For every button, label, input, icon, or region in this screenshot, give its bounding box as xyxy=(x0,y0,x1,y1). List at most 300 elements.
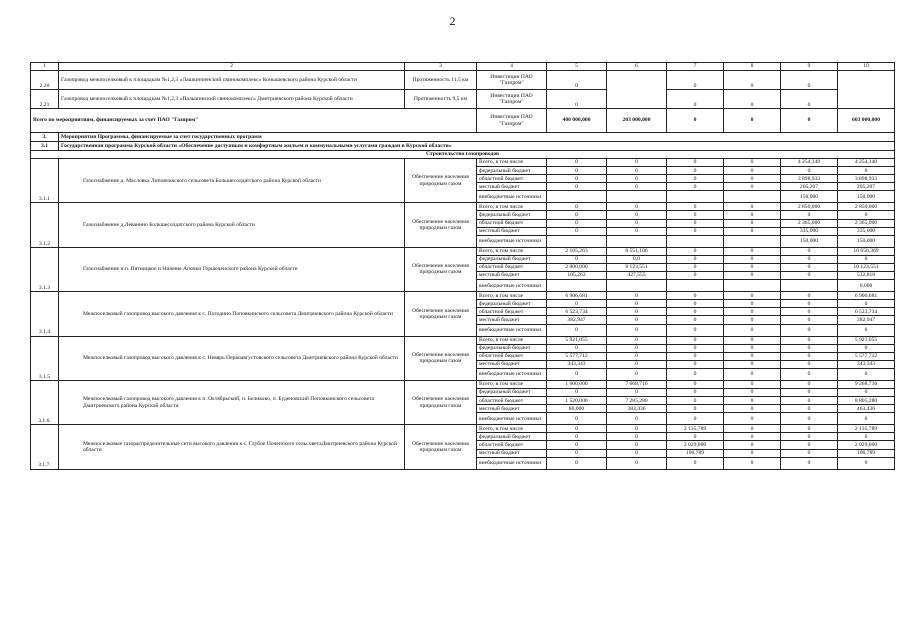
project-name: Межпоселковый газопровод высокого давления к п. Октябрьский, п. Беликово, п. Буденовский Поповкинского сельсовета Дмитриевского района Курской области xyxy=(59,380,405,424)
project-purpose: Обеспечение населения природным газом xyxy=(405,159,477,203)
value-col8: 0 xyxy=(724,263,781,271)
value-col8: 0 xyxy=(724,388,781,396)
funding-source: внебюджетные источники xyxy=(477,457,547,469)
value-col7: 0 xyxy=(667,433,724,441)
value-col7: 0 xyxy=(667,457,724,469)
value-col9: 335,000 xyxy=(781,227,838,235)
value-col8: 0 xyxy=(724,344,781,352)
value-col10: 0 xyxy=(838,388,895,396)
col-num-2: 2 xyxy=(59,63,405,71)
project-name: Газоснабжение н.п. Пятницкое и Нижние Апочки Горшеченского района Курской области xyxy=(59,247,405,291)
project-name: Газоснабжение д. Масловка Липовчикского сельсовета Большесолдатского района Курской области xyxy=(59,159,405,203)
project-number: 3.1.6. xyxy=(31,380,59,424)
project-number: 3.1.5 xyxy=(31,336,59,380)
total-col6: 203 000,000 xyxy=(607,109,667,133)
value-col9 xyxy=(781,280,838,292)
value-col10: 2 029,000 xyxy=(838,441,895,449)
funding-source: внебюджетные источники xyxy=(477,413,547,425)
value-col6: 0 xyxy=(607,344,667,352)
value-col5: 0 xyxy=(547,203,607,211)
value-col10: 343,343 xyxy=(838,360,895,368)
value-col8 xyxy=(724,280,781,292)
section-3-row xyxy=(31,133,895,142)
project-total-row xyxy=(31,159,895,167)
value-col6: 0 xyxy=(607,336,667,344)
value-col9: 0 xyxy=(781,71,838,90)
value-col7: 0 xyxy=(667,336,724,344)
funding-source: Всего, в том числе xyxy=(477,380,547,388)
value-col10: 2 135,789 xyxy=(838,425,895,433)
value-col6: 427,555 xyxy=(607,272,667,280)
value-col7: 0 xyxy=(667,360,724,368)
value-col10: 5 577,712 xyxy=(838,352,895,360)
value-col5: 0 xyxy=(547,449,607,457)
funding-source: местный бюджет xyxy=(477,272,547,280)
value-col6: 0 xyxy=(607,425,667,433)
value-col5: 0 xyxy=(547,433,607,441)
value-col10: 0 xyxy=(838,300,895,308)
value-col10: 0 xyxy=(838,433,895,441)
value-col9: 2 365,000 xyxy=(781,219,838,227)
value-col5: 0 xyxy=(547,227,607,235)
project-number: 3.1.3 xyxy=(31,247,59,291)
section-title: Государственная программа Курской области «Обеспечение доступным и комфортным жильем и коммунальными услугами граждан в Курской области» xyxy=(59,142,895,151)
value-col8 xyxy=(724,235,781,247)
value-col9: 0 xyxy=(781,360,838,368)
value-col7: 0 xyxy=(667,167,724,175)
funding-source: областной бюджет xyxy=(477,352,547,360)
value-col6: 0 xyxy=(607,175,667,183)
value-col9: 0 xyxy=(781,413,838,425)
value-col10: 5 921,055 xyxy=(838,336,895,344)
value-col9: 0 xyxy=(781,90,838,109)
value-col5: 0 xyxy=(547,388,607,396)
value-col7: 0 xyxy=(667,352,724,360)
value-col5: 382,947 xyxy=(547,316,607,324)
project-purpose: Обеспечение населения природным газом xyxy=(405,425,477,469)
value-col5: 0 xyxy=(547,368,607,380)
project-total-row xyxy=(31,247,895,255)
value-col10: 382,947 xyxy=(838,316,895,324)
value-col7: 0 xyxy=(667,368,724,380)
value-col7: 2 029,000 xyxy=(667,441,724,449)
funding-source: Всего, в том числе xyxy=(477,292,547,300)
funding-source: областной бюджет xyxy=(477,219,547,227)
value-col7: 0 xyxy=(667,203,724,211)
funding-source: Всего, в том числе xyxy=(477,203,547,211)
value-col5: 0 xyxy=(547,344,607,352)
value-col9: 0 xyxy=(781,405,838,413)
value-col6 xyxy=(607,191,667,203)
value-col5: 0 xyxy=(547,159,607,167)
value-col10: 0 xyxy=(838,344,895,352)
value-col10: 10 656,369 xyxy=(838,247,895,255)
value-col10: 0 xyxy=(838,211,895,219)
value-col5: 0 xyxy=(547,255,607,263)
value-col10: 2 850,000 xyxy=(838,203,895,211)
funding-source: внебюджетные источники xyxy=(477,324,547,336)
funding-source: местный бюджет xyxy=(477,227,547,235)
value-col6: 0 xyxy=(607,308,667,316)
value-col7: 0 xyxy=(667,324,724,336)
funding-source: федеральный бюджет xyxy=(477,255,547,263)
value-col8: 0 xyxy=(724,352,781,360)
col-num-7: 7 xyxy=(667,63,724,71)
value-col7: 0 xyxy=(667,219,724,227)
value-col8: 0 xyxy=(724,405,781,413)
value-col8: 0 xyxy=(724,413,781,425)
value-col7: 0 xyxy=(667,90,724,109)
value-col10: 6 906,681 xyxy=(838,292,895,300)
value-col7: 0 xyxy=(667,300,724,308)
value-col5: 105,263 xyxy=(547,272,607,280)
col-num-4: 4 xyxy=(477,63,547,71)
value-col7: 0 xyxy=(667,380,724,388)
value-col8: 0 xyxy=(724,457,781,469)
value-col5: 0 xyxy=(547,457,607,469)
value-col10: 8 805,280 xyxy=(838,397,895,405)
project-number: 3.1.1 xyxy=(31,159,59,203)
value-col7: 0 xyxy=(667,388,724,396)
value-col10: 0 xyxy=(838,457,895,469)
subheader: Строительство газопроводов xyxy=(31,151,895,159)
value-col5: 0 xyxy=(547,183,607,191)
value-col10: 4 254,140 xyxy=(838,159,895,167)
value-col9: 0 xyxy=(781,255,838,263)
value-col6: 383,436 xyxy=(607,405,667,413)
value-col7: 0 xyxy=(667,255,724,263)
value-col5 xyxy=(547,191,607,203)
value-col8: 0 xyxy=(724,380,781,388)
funding-source: внебюджетные источники xyxy=(477,368,547,380)
value-col9: 4 254,140 xyxy=(781,159,838,167)
value-col7 xyxy=(667,235,724,247)
value-col6: 7 668,716 xyxy=(607,380,667,388)
value-col9: 0 xyxy=(781,247,838,255)
value-col9: 0 xyxy=(781,397,838,405)
program-table xyxy=(30,62,895,470)
col-num-8: 8 xyxy=(724,63,781,71)
value-col6: 0 xyxy=(607,449,667,457)
value-col9: 0 xyxy=(781,425,838,433)
value-col10: 0 xyxy=(838,255,895,263)
value-col8: 0 xyxy=(724,227,781,235)
value-col6: 0 xyxy=(607,324,667,336)
value-col8: 0 xyxy=(724,336,781,344)
value-col7: 0 xyxy=(667,292,724,300)
funding-source: внебюджетные источники xyxy=(477,191,547,203)
value-col8: 0 xyxy=(724,219,781,227)
value-col5: 0 xyxy=(547,300,607,308)
value-col6 xyxy=(607,280,667,292)
value-col7: 106,789 xyxy=(667,449,724,457)
value-col6: 0 xyxy=(607,167,667,175)
section-number: 3.1 xyxy=(31,142,59,151)
project-total-row xyxy=(31,203,895,211)
value-col8: 0 xyxy=(724,255,781,263)
project-name: Газоснабжение д.Леванино Большесолдатского района Курской области xyxy=(59,203,405,247)
value-col10: 150,000 xyxy=(838,235,895,247)
value-col9: 0 xyxy=(781,368,838,380)
total-col8: 0 xyxy=(724,109,781,133)
value-col9: 0 xyxy=(781,300,838,308)
value-col9: 0 xyxy=(781,344,838,352)
value-col7: 0 xyxy=(667,397,724,405)
project-number: 3.1.2 xyxy=(31,203,59,247)
value-col5: 0 xyxy=(547,425,607,433)
value-col5: 1 520,000 xyxy=(547,397,607,405)
value-col7: 0 xyxy=(667,183,724,191)
object-name: Газопровод межпоселковый к площадкам №1,2,3 «Лашкинпенский свинокомплекс» Конышевского района Курской области xyxy=(59,71,405,90)
project-number: 3.1.7. xyxy=(31,425,59,469)
value-col6: 0 xyxy=(607,203,667,211)
value-col8: 0 xyxy=(724,167,781,175)
value-col9: 0 xyxy=(781,324,838,336)
value-col8: 0 xyxy=(724,324,781,336)
value-col7: 0 xyxy=(667,405,724,413)
value-col5: 0 xyxy=(547,211,607,219)
funding-source: местный бюджет xyxy=(477,405,547,413)
page-number: 2 xyxy=(449,14,456,28)
value-col7: 0 xyxy=(667,159,724,167)
funding-source: местный бюджет xyxy=(477,360,547,368)
value-col7: 0 xyxy=(667,413,724,425)
value-col5: 80,000 xyxy=(547,405,607,413)
value-col6: 0,0 xyxy=(607,255,667,263)
project-total-row xyxy=(31,292,895,300)
value-col6: 0 xyxy=(607,300,667,308)
col-num-9: 9 xyxy=(781,63,838,71)
gazprom-total-row xyxy=(31,109,895,133)
total-col5: 400 000,000 xyxy=(547,109,607,133)
value-col5: 0 xyxy=(547,413,607,425)
value-col5: 0 xyxy=(547,90,607,109)
value-col9: 0 xyxy=(781,316,838,324)
value-col9: 3 898,933 xyxy=(781,175,838,183)
value-col9: 0 xyxy=(781,457,838,469)
value-col5: 6 523,734 xyxy=(547,308,607,316)
value-col7: 0 xyxy=(667,211,724,219)
funding-source: Всего, в том числе xyxy=(477,247,547,255)
funding-source: федеральный бюджет xyxy=(477,211,547,219)
value-col9: 0 xyxy=(781,211,838,219)
funding-source: областной бюджет xyxy=(477,175,547,183)
funding-source: Инвестиции ПАО "Газпром" xyxy=(477,71,547,90)
value-col8: 0 xyxy=(724,397,781,405)
value-col10: 6 523,734 xyxy=(838,308,895,316)
project-total-row xyxy=(31,380,895,388)
value-col10: 205,207 xyxy=(838,183,895,191)
value-col5: 0 xyxy=(547,219,607,227)
value-col8: 0 xyxy=(724,308,781,316)
value-col8: 0 xyxy=(724,203,781,211)
value-col5 xyxy=(547,235,607,247)
value-col5: 2 105,263 xyxy=(547,247,607,255)
value-col10 xyxy=(838,71,895,109)
value-col6: 0 xyxy=(607,441,667,449)
value-col8: 0 xyxy=(724,90,781,109)
value-col8: 0 xyxy=(724,159,781,167)
value-col10: 335,000 xyxy=(838,227,895,235)
total-col10: 603 000,000 xyxy=(838,109,895,133)
value-col10: 532,818 xyxy=(838,272,895,280)
capacity: Протяженность 9,5 км xyxy=(405,90,477,109)
col-num-6: 6 xyxy=(607,63,667,71)
value-col7: 0 xyxy=(667,175,724,183)
value-col6: 0 xyxy=(607,316,667,324)
value-col9: 0 xyxy=(781,336,838,344)
value-col8: 0 xyxy=(724,272,781,280)
value-col8: 0 xyxy=(724,247,781,255)
gazprom-row xyxy=(31,90,895,109)
value-col8: 0 xyxy=(724,211,781,219)
value-col7: 0 xyxy=(667,263,724,271)
table-body xyxy=(31,63,895,470)
value-col6: 0 xyxy=(607,183,667,191)
value-col7: 2 135,789 xyxy=(667,425,724,433)
total-col9: 0 xyxy=(781,109,838,133)
value-col6: 7 285,280 xyxy=(607,397,667,405)
value-col5: 0 xyxy=(547,71,607,90)
value-col6 xyxy=(607,71,667,109)
value-col8: 0 xyxy=(724,175,781,183)
value-col8: 0 xyxy=(724,316,781,324)
value-col10: 463,436 xyxy=(838,405,895,413)
project-total-row xyxy=(31,425,895,433)
value-col5: 343,343 xyxy=(547,360,607,368)
value-col7: 0 xyxy=(667,272,724,280)
funding-source: областной бюджет xyxy=(477,263,547,271)
value-col10: 3 898,933 xyxy=(838,175,895,183)
funding-source: местный бюджет xyxy=(477,183,547,191)
project-purpose: Обеспечение населения природным газом xyxy=(405,292,477,336)
value-col8: 0 xyxy=(724,368,781,380)
value-col6: 0 xyxy=(607,292,667,300)
value-col9: 0 xyxy=(781,441,838,449)
funding-source: Всего, в том числе xyxy=(477,336,547,344)
col-num-10: 10 xyxy=(838,63,895,71)
total-source: Инвестиции ПАО "Газпром" xyxy=(477,109,547,133)
section-number: 3. xyxy=(31,133,59,142)
object-name: Газопровод межпоселковый к площадкам №1,2,3 «Пальшинский свинокомплекс» Дмитриевского района Курской области xyxy=(59,90,405,109)
value-col5: 0 xyxy=(547,441,607,449)
col-num-1: 1 xyxy=(31,63,59,71)
value-col7: 0 xyxy=(667,227,724,235)
funding-source: федеральный бюджет xyxy=(477,388,547,396)
subheader-row xyxy=(31,151,895,159)
funding-source: федеральный бюджет xyxy=(477,167,547,175)
value-col7 xyxy=(667,280,724,292)
value-col9: 0 xyxy=(781,380,838,388)
value-col8 xyxy=(724,191,781,203)
project-purpose: Обеспечение населения природным газом xyxy=(405,380,477,424)
value-col9: 0 xyxy=(781,388,838,396)
value-col9: 0 xyxy=(781,308,838,316)
funding-source: областной бюджет xyxy=(477,397,547,405)
row-number: 2.20 xyxy=(31,71,59,90)
funding-source: областной бюджет xyxy=(477,441,547,449)
value-col8: 0 xyxy=(724,71,781,90)
value-col6: 0 xyxy=(607,413,667,425)
funding-source: Всего, в том числе xyxy=(477,159,547,167)
value-col5: 0 xyxy=(547,167,607,175)
value-col8: 0 xyxy=(724,360,781,368)
value-col5: 2 000,000 xyxy=(547,263,607,271)
project-purpose: Обеспечение населения природным газом xyxy=(405,203,477,247)
value-col6: 8 551,106 xyxy=(607,247,667,255)
value-col9: 0 xyxy=(781,167,838,175)
value-col8: 0 xyxy=(724,292,781,300)
column-number-row xyxy=(31,63,895,71)
value-col9: 150,000 xyxy=(781,191,838,203)
value-col8: 0 xyxy=(724,183,781,191)
value-col10: 0 xyxy=(838,368,895,380)
funding-source: федеральный бюджет xyxy=(477,300,547,308)
value-col7 xyxy=(667,191,724,203)
gazprom-row xyxy=(31,71,895,90)
value-col10: 0 xyxy=(838,413,895,425)
funding-source: местный бюджет xyxy=(477,449,547,457)
value-col6: 0 xyxy=(607,368,667,380)
value-col10: 0 xyxy=(838,167,895,175)
value-col6: 0 xyxy=(607,227,667,235)
value-col9: 0 xyxy=(781,292,838,300)
total-col7: 0 xyxy=(667,109,724,133)
value-col8: 0 xyxy=(724,433,781,441)
funding-source: областной бюджет xyxy=(477,308,547,316)
value-col9: 0 xyxy=(781,263,838,271)
value-col10: 106,789 xyxy=(838,449,895,457)
project-total-row xyxy=(31,336,895,344)
value-col5: 1 600,000 xyxy=(547,380,607,388)
value-col10: 150,000 xyxy=(838,191,895,203)
funding-source: федеральный бюджет xyxy=(477,433,547,441)
value-col7: 0 xyxy=(667,316,724,324)
funding-source: Всего, в том числе xyxy=(477,425,547,433)
row-number: 2.21 xyxy=(31,90,59,109)
total-label: Всего по мероприятиям, финансируемых за счет ПАО "Газпром" xyxy=(31,109,477,133)
section-title: Мероприятия Программы, финансируемые за счет государственных программ xyxy=(59,133,895,142)
section-3-1-row xyxy=(31,142,895,151)
value-col6: 0 xyxy=(607,211,667,219)
value-col6: 0 xyxy=(607,457,667,469)
value-col7: 0 xyxy=(667,247,724,255)
project-number: 3.1.4 xyxy=(31,292,59,336)
value-col6: 8 123,551 xyxy=(607,263,667,271)
funding-source: внебюджетные источники xyxy=(477,280,547,292)
value-col6: 0 xyxy=(607,360,667,368)
value-col9: 0 xyxy=(781,272,838,280)
value-col7: 0 xyxy=(667,308,724,316)
value-col7: 0 xyxy=(667,71,724,90)
value-col7: 0 xyxy=(667,344,724,352)
funding-source: Инвестиции ПАО "Газпром" xyxy=(477,90,547,109)
value-col9: 205,207 xyxy=(781,183,838,191)
value-col6: 0 xyxy=(607,352,667,360)
value-col9: 150,000 xyxy=(781,235,838,247)
value-col5: 5 921,055 xyxy=(547,336,607,344)
value-col10: 10 123,551 xyxy=(838,263,895,271)
value-col9: 0 xyxy=(781,449,838,457)
value-col9: 2 850,000 xyxy=(781,203,838,211)
capacity: Протяженность 11,5 км xyxy=(405,71,477,90)
project-purpose: Обеспечение населения природным газом xyxy=(405,336,477,380)
value-col10: 0 xyxy=(838,324,895,336)
funding-source: внебюджетные источники xyxy=(477,235,547,247)
project-purpose: Обеспечение населения природным газом xyxy=(405,247,477,291)
value-col10: 2 365,000 xyxy=(838,219,895,227)
project-name: Межпоселковый газопровод высокого давления к с. Невярь Первоавгустовского сельсовета Дмитриевского района Курской области xyxy=(59,336,405,380)
